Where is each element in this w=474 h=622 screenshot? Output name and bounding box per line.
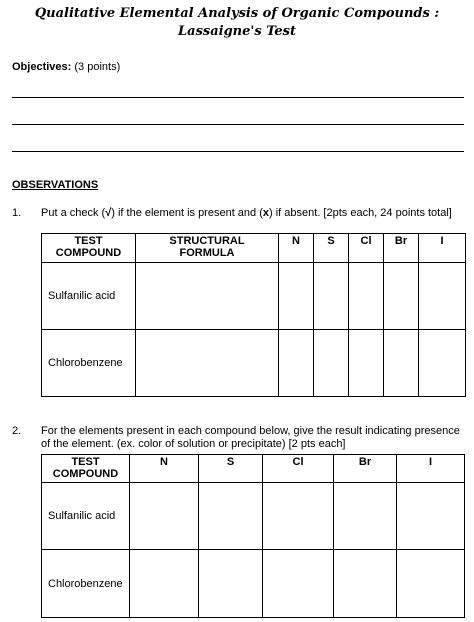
- result-cell-s[interactable]: [199, 483, 263, 550]
- column-header-i: I: [419, 234, 466, 263]
- column-header-test-compound: TEST COMPOUND: [42, 234, 136, 263]
- answer-cell-br[interactable]: [384, 263, 419, 330]
- result-cell-br[interactable]: [334, 550, 397, 618]
- compound-name-cell: Sulfanilic acid: [42, 263, 136, 330]
- element-presence-table: [41, 233, 466, 397]
- question-1-number: 1.: [12, 207, 22, 219]
- column-header-i: I: [397, 455, 465, 483]
- worksheet-subtitle: Lassaigne's Test: [178, 24, 296, 39]
- objectives-heading: [12, 61, 120, 73]
- compound-name-cell: Chlorobenzene: [42, 330, 136, 397]
- question-1-text-part-a: Put a check (: [41, 207, 106, 219]
- answer-cell-cl[interactable]: [349, 330, 384, 397]
- answer-cell-i[interactable]: [419, 263, 466, 330]
- column-header-s: S: [199, 455, 263, 483]
- answer-cell-n[interactable]: [279, 263, 314, 330]
- answer-cell-s[interactable]: [314, 263, 349, 330]
- result-cell-cl[interactable]: [263, 483, 334, 550]
- objective-answer-line-1[interactable]: [12, 97, 464, 98]
- column-header-test-compound: TEST COMPOUND: [42, 455, 130, 483]
- check-mark-symbol: √: [105, 207, 112, 219]
- structural-formula-cell[interactable]: [136, 330, 279, 397]
- table-header-row: [42, 234, 466, 263]
- column-header-cl: Cl: [349, 234, 384, 263]
- question-2-number: 2.: [12, 425, 22, 437]
- result-cell-i[interactable]: [397, 550, 465, 618]
- result-cell-s[interactable]: [199, 550, 263, 618]
- answer-cell-n[interactable]: [279, 330, 314, 397]
- question-2-text-line-1: For the elements present in each compound below, give the result indicating presence: [41, 425, 460, 437]
- question-1-text: [41, 207, 469, 220]
- answer-cell-cl[interactable]: [349, 263, 384, 330]
- column-header-br: Br: [334, 455, 397, 483]
- x-mark-symbol: x: [262, 207, 270, 219]
- result-cell-cl[interactable]: [263, 550, 334, 618]
- observations-heading: OBSERVATIONS: [12, 179, 99, 191]
- objectives-points: (3 points): [74, 61, 121, 73]
- column-header-br: Br: [384, 234, 419, 263]
- result-cell-n[interactable]: [130, 550, 199, 618]
- structural-formula-cell[interactable]: [136, 263, 279, 330]
- element-result-table: [41, 454, 465, 618]
- question-2-text-line-2: of the element. (ex. color of solution or precipitate) [2 pts each]: [41, 438, 346, 450]
- answer-cell-s[interactable]: [314, 330, 349, 397]
- compound-name-cell: Sulfanilic acid: [42, 483, 130, 550]
- question-1-text-part-c: ) if absent. [2pts each, 24 points total]: [269, 207, 452, 219]
- column-header-s: S: [314, 234, 349, 263]
- result-cell-br[interactable]: [334, 483, 397, 550]
- table-row: [42, 263, 466, 330]
- table-header-row: [42, 455, 465, 483]
- table-row: [42, 330, 466, 397]
- column-header-structural-formula: STRUCTURAL FORMULA: [136, 234, 279, 263]
- result-cell-n[interactable]: [130, 483, 199, 550]
- objectives-label: Objectives:: [12, 61, 72, 73]
- answer-cell-i[interactable]: [419, 330, 466, 397]
- question-2-text: [41, 425, 469, 451]
- objective-answer-line-2[interactable]: [12, 124, 464, 125]
- column-header-cl: Cl: [263, 455, 334, 483]
- column-header-n: N: [130, 455, 199, 483]
- question-1-text-part-b: ) if the element is present and (: [111, 207, 263, 219]
- result-cell-i[interactable]: [397, 483, 465, 550]
- answer-cell-br[interactable]: [384, 330, 419, 397]
- column-header-n: N: [279, 234, 314, 263]
- worksheet-title: Qualitative Elemental Analysis of Organic Compounds :: [34, 6, 440, 21]
- table-row: [42, 483, 465, 550]
- compound-name-cell: Chlorobenzene: [42, 550, 130, 618]
- objective-answer-line-3[interactable]: [12, 151, 464, 152]
- table-row: [42, 550, 465, 618]
